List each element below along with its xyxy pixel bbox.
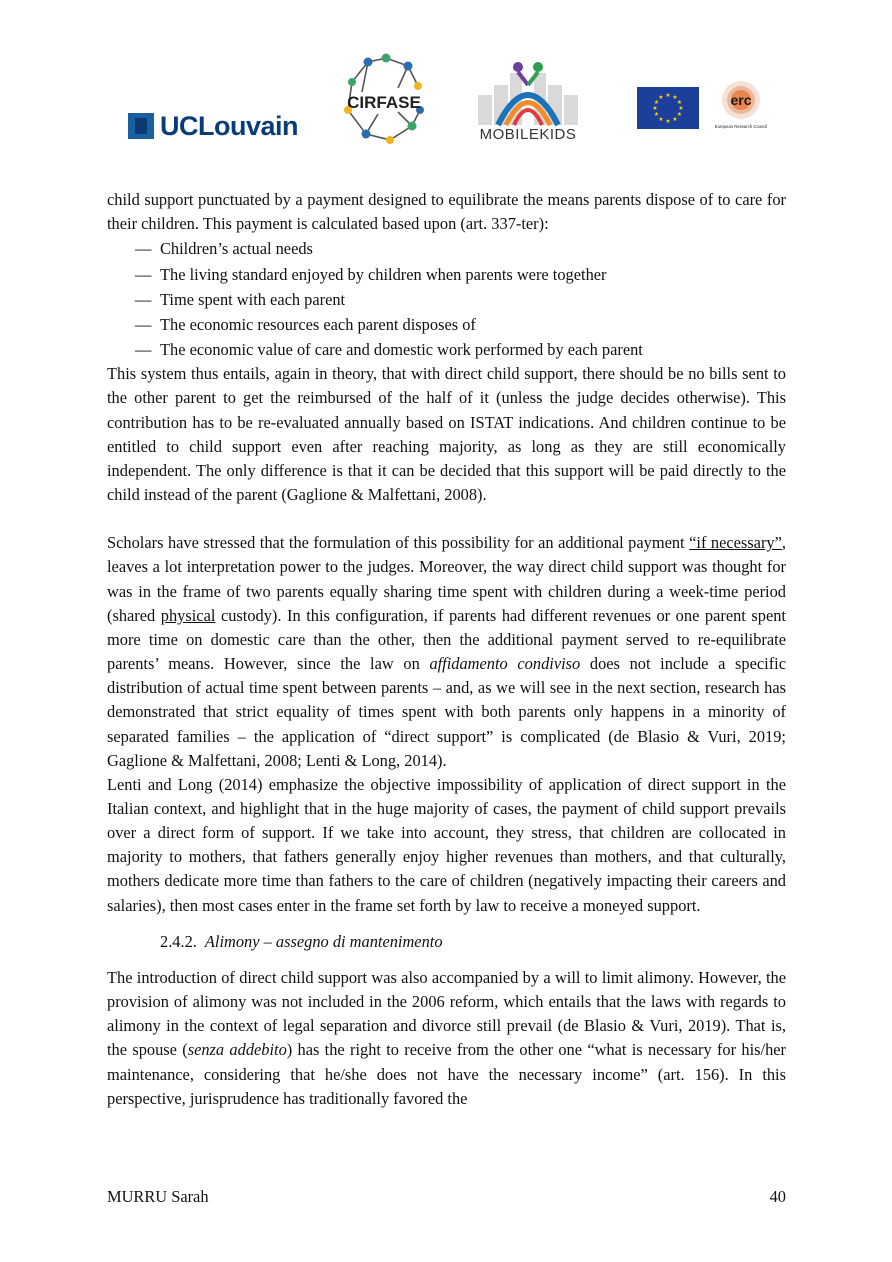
svg-text:★: ★	[678, 105, 684, 112]
erc-logo-text: erc	[730, 92, 752, 108]
section-number: 2.4.2.	[160, 931, 197, 951]
italic-affidamento-condiviso: affidamento condiviso	[429, 654, 581, 674]
svg-text:★: ★	[653, 111, 660, 118]
list-dash: —	[135, 264, 152, 284]
svg-text:★: ★	[665, 118, 671, 125]
page-footer	[107, 1187, 786, 1207]
list-item: — The economic value of care and domestic work performed by each parent	[107, 337, 786, 362]
svg-text:★: ★	[672, 116, 678, 123]
paragraph-5: The introduction of direct child support was also accompanied by a will to limit alimony. However, the provision of alimony was not included in the 2006 reform, which entails that the laws with regards to alimony in the context of legal separation and divorce still prevail (de Blasio & Vuri, 2019). That is, the spouse (senza addebito) has the right to receive from the other one “what is necessary for his/her maintenance, considering that he/she does not have the necessary income” (art. 156). In this perspective, jurisprudence has traditionally favored the	[107, 967, 786, 1108]
underlined-if-necessary: “if necessary”	[689, 533, 782, 553]
erc-caption: European Research Council	[714, 124, 768, 129]
italic-senza-addebito: senza addebito	[187, 1040, 287, 1060]
paragraph-4: Lenti and Long (2014) emphasize the objective impossibility of application of direct support in the Italian context, and highlight that in the huge majority of cases, the payment of child support prevails over a direct form of support. If we take into account, they stress, that children are collocated in majority to mothers, that fathers generally enjoy higher revenues than mothers, and that culturally, mothers dedicate more time than fathers to the care of children (negatively impacting their careers and salaries), then most cases enter in the frame set forth by law to receive a moneyed support.	[107, 774, 786, 915]
body-text	[107, 188, 786, 1111]
svg-text:★: ★	[658, 94, 664, 101]
footer-author: MURRU Sarah	[107, 1187, 209, 1206]
svg-text:★: ★	[676, 111, 683, 118]
paragraph-2: This system thus entails, again in theory, that with direct child support, there should be no bills sent to the other parent to get the reimbursed of the half of it (unless the judge decides otherwise). This contribution has to be re-evaluated annually based on ISTAT indications. And children continue to be entitled to child support even after reaching majority, as long as they are still economically independent. The only difference is that it can be decided that this support will be paid directly to the child instead of the parent (Gaglione & Malfettani, 2008).	[107, 364, 786, 505]
list-item: — The economic resources each parent disposes of	[107, 312, 786, 337]
list-dash: —	[135, 239, 152, 259]
cirfase-logo-text: CIRFASE	[347, 93, 421, 112]
cirfase-logo	[338, 52, 430, 148]
section-title: Alimony – assegno di mantenimento	[204, 931, 443, 951]
list-item: — The living standard enjoyed by children when parents were together	[107, 262, 786, 287]
uclouvain-logo	[128, 110, 298, 142]
erc-logo	[705, 78, 777, 138]
mobilekids-logo	[458, 55, 598, 145]
mobilekids-logo-text: MOBILEKIDS	[479, 126, 577, 143]
list-item: — Children’s actual needs	[107, 236, 786, 261]
paragraph-3: Scholars have stressed that the formulation of this possibility for an additional payment “if necessary”, leaves a lot interpretation power to the judges. Moreover, the way direct child support was thought for was in the frame of two parents equally sharing time spent with children during a week-time period (shared physical custody). In this configuration, if parents had different revenues or one parent spent more time on domestic care than the other, then the additional payment served to re-equilibrate parents’ means. However, since the law on affidamento condiviso does not include a specific distribution of actual time spent between parents – and, as we will see in the next section, research has demonstrated that strict equality of times spent with both parents only happens in a minority of separated families – the application of “direct support” is complicated (de Blasio & Vuri, 2019; Gaglione & Malfettani, 2008; Lenti & Long, 2014).	[107, 533, 786, 770]
uclouvain-logo-text: UCLouvain	[160, 110, 299, 141]
section-heading	[107, 930, 786, 954]
svg-text:★: ★	[665, 92, 671, 99]
svg-text:★: ★	[653, 99, 660, 106]
paragraph-1: child support punctuated by a payment designed to equilibrate the means parents dispose of to care for their children. This payment is calculated based upon (art. 337-ter):	[107, 190, 786, 234]
svg-text:★: ★	[652, 105, 658, 112]
list-dash: —	[135, 289, 152, 309]
underlined-physical: physical	[160, 605, 216, 625]
svg-text:★: ★	[658, 116, 664, 123]
page-number: 40	[769, 1187, 786, 1206]
needs-list	[107, 236, 786, 362]
uclouvain-mark-icon	[128, 113, 154, 139]
eu-flag-icon	[637, 87, 699, 129]
list-dash: —	[135, 340, 152, 360]
list-item: — Time spent with each parent	[107, 287, 786, 312]
header-logos	[0, 0, 892, 160]
list-dash: —	[135, 314, 152, 334]
svg-text:★: ★	[676, 99, 683, 106]
svg-text:★: ★	[672, 94, 678, 101]
